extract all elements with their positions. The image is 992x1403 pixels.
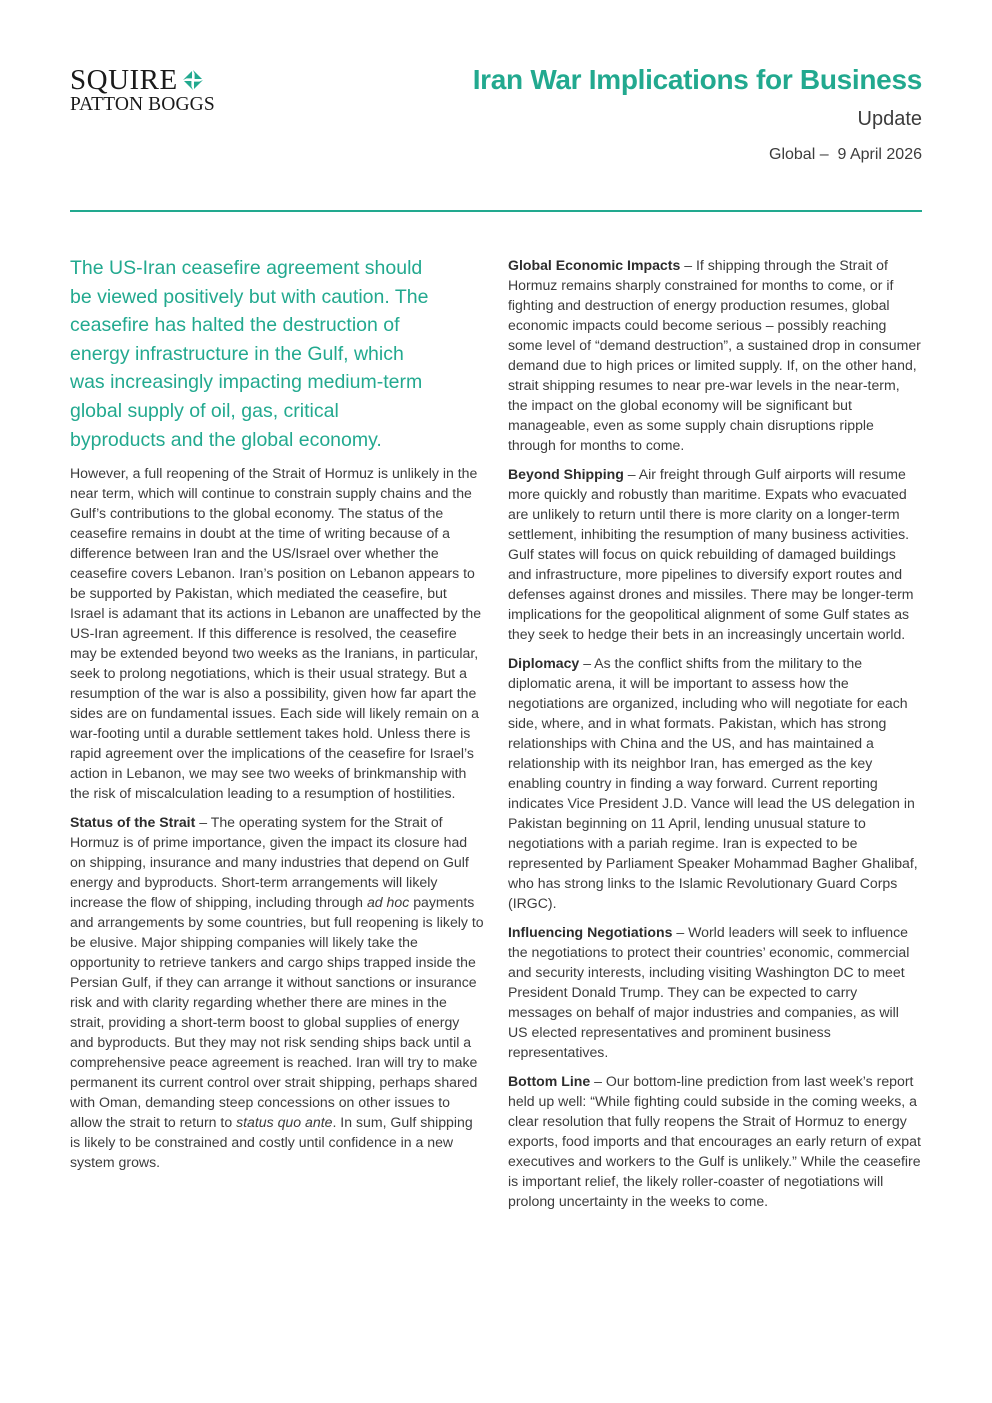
section-text: – The operating system for the Strait of Hormuz is of prime importance, given the impact its closure had on shipping, insurance and many industries that depend on Gulf energy and byproducts. Short-term arrangements will likely increase the flow of shipping, including through	[70, 814, 469, 911]
section-status-of-the-strait	[70, 812, 484, 1172]
document-subtitle: Update	[857, 108, 922, 130]
lead-paragraph: The US-Iran ceasefire agreement should be viewed positively but with caution. The ceasefire has halted the destruction of energy infrastructure in the Gulf, which was increasingly impacting medium-term global supply of oil, gas, critical byproducts and the global economy.	[70, 257, 429, 451]
logo-diamond-icon	[182, 69, 204, 91]
section-text: . In sum, Gulf shipping is likely to be constrained and costly until confidence in a new system grows.	[70, 1114, 473, 1171]
section-bottom-line	[508, 1071, 922, 1211]
section-text: – As the conflict shifts from the military to the diplomatic arena, it will be important to assess how the negotiations are organized, including who will negotiate for each side, where, and in what formats. Pakistan, which has strong relationships with China and the US, and has maintained a relationship with its neighbor Iran, has emerged as the key enabling country in finding a way forward. Current reporting indicates Vice President J.D. Vance will lead the US delegation in Pakistan beginning on 11 April, lending unusual stature to negotiations with a pariah regime. Iran is expected to be represented by Parliament Speaker Mohammad Bagher Ghalibaf, who has strong links to the Islamic Revolutionary Guard Corps (IRGC).	[508, 655, 918, 911]
right-column	[508, 255, 922, 1220]
section-global-economic-impacts	[508, 255, 922, 455]
section-influencing-negotiations	[508, 922, 922, 1062]
section-text: – Our bottom-line prediction from last week’s report held up well: “While fighting could subside in the coming weeks, a clear resolution that fully reopens the Strait of Hormuz to energy exports, food imports and that encourages an early return of expat executives and workers to the Gulf is unlikely.” While the ceasefire is important relief, the likely roller-coaster of negotiations will prolong uncertainty in the weeks to come.	[508, 1073, 921, 1209]
section-text: – If shipping through the Strait of Hormuz remains sharply constrained for months to come, or if fighting and destruction of energy production resumes, global economic impacts could become serious – possibly reaching some level of “demand destruction”, a sustained drop in consumer demand due to high prices or limited supply. If, on the other hand, strait shipping resumes to near pre-war levels in the near-term, the impact on the global economy will be significant but manageable, even as some supply chain disruptions ripple through for months to come.	[508, 257, 921, 453]
italic-term: ad hoc	[366, 894, 410, 911]
section-heading: Global Economic Impacts	[508, 257, 681, 273]
section-heading: Influencing Negotiations	[508, 924, 673, 940]
section-text: – World leaders will seek to influence the negotiations to protect their countries’ economic, commercial and security interests, including visiting Washington DC to meet President Donald Trump. They can be expected to carry messages on behalf of major industries and companies, as will US elected representatives and prominent business representatives.	[508, 924, 910, 1060]
italic-term: status quo ante	[236, 1114, 333, 1131]
section-heading: Bottom Line	[508, 1073, 591, 1089]
logo-wordmark-patton-boggs: PATTON BOGGS	[70, 94, 215, 115]
section-diplomacy	[508, 653, 922, 913]
intro-paragraph: However, a full reopening of the Strait of Hormuz is unlikely in the near term, which will continue to constrain supply chains and the Gulf’s contributions to the global economy. The status of the ceasefire remains in doubt at the time of writing because of a difference between Iran and the US/Israel over whether the ceasefire covers Lebanon. Iran’s position on Lebanon appears to be supported by Pakistan, which mediated the ceasefire, but Israel is adamant that its actions in Lebanon are unaffected by the US-Iran agreement. If this difference is resolved, the ceasefire may be extended beyond two weeks as the Iranians, in particular, seek to prolong negotiations, which is their usual strategy. But a resumption of the war is also a possibility, given how far apart the sides are on fundamental issues. Each side will likely remain on a war-footing until a durable settlement takes hold. Unless there is rapid agreement over the implications of the ceasefire for Israel’s action in Lebanon, we may see two weeks of brinkmanship with the risk of miscalculation leading to a resumption of hostilities.	[70, 465, 482, 802]
document-title: Iran War Implications for Business	[472, 64, 922, 95]
left-column	[70, 254, 484, 1181]
section-heading: Beyond Shipping	[508, 466, 624, 482]
section-beyond-shipping	[508, 464, 922, 644]
header-divider	[70, 210, 922, 212]
document-dateline: Global – 9 April 2026	[769, 146, 922, 163]
section-heading: Status of the Strait	[70, 814, 196, 831]
section-text: – Air freight through Gulf airports will resume more quickly and robustly than maritime. Expats who evacuated are unlikely to return until there is more clarity on a longer-term settlement, inhibiting the resumption of many business activities. Gulf states will focus on quick rebuilding of damaged buildings and infrastructure, more pipelines to diversify export routes and defenses against drones and missiles. There may be longer-term implications for the geopolitical alignment of some Gulf states as they seek to hedge their bets in an increasingly uncertain world.	[508, 466, 914, 642]
section-text: payments and arrangements by some countries, but full reopening is likely to be elusive. Major shipping companies will likely take the opportunity to retrieve tankers and cargo ships trapped inside the Persian Gulf, if they can arrange it without sanctions or insurance risk and with clarity regarding whether there are mines in the strait, providing a short-term boost to global supplies of energy and byproducts. But they may not risk sending ships back until a comprehensive peace agreement is reached. Iran will try to make permanent its current control over strait shipping, perhaps shared with Oman, demanding steep concessions on other issues to allow the strait to return to	[70, 894, 484, 1131]
logo-wordmark-squire: SQUIRE	[70, 64, 178, 96]
section-heading: Diplomacy	[508, 655, 580, 671]
company-logo	[70, 66, 250, 116]
